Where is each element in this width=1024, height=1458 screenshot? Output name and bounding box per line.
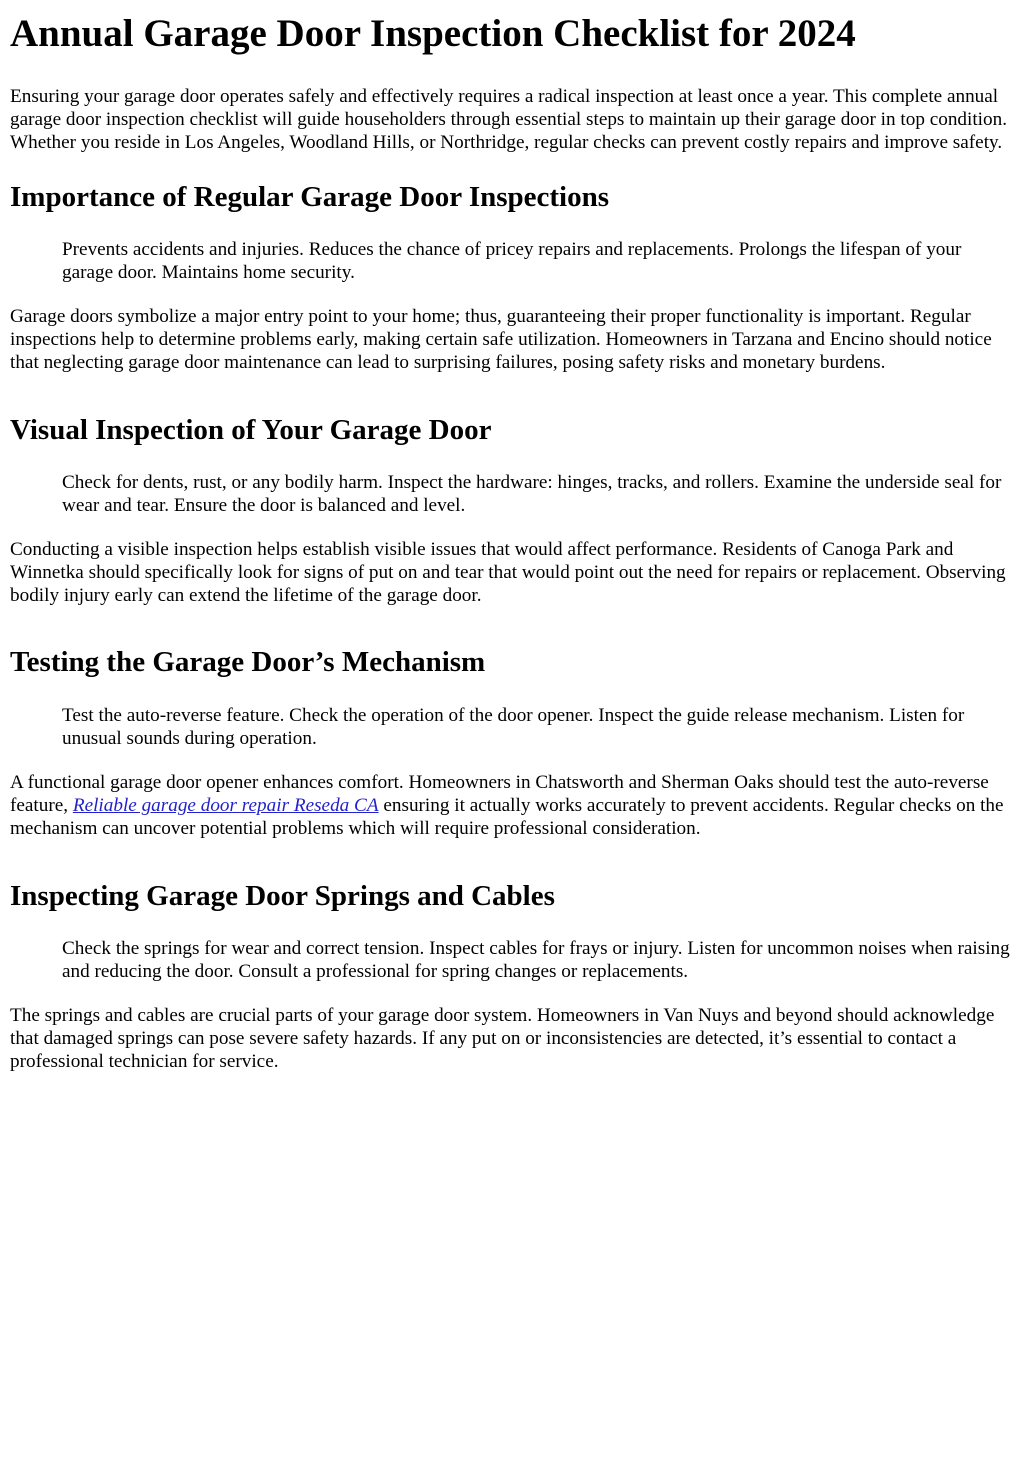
section-list-testing: Test the auto-reverse feature. Check the operation of the door opener. Inspect the guide release mechanism. Listen for unusual sounds during operation. [62,705,965,749]
section-body-testing [10,771,1014,840]
section-body-visual: Conducting a visible inspection helps establish visible issues that would affect performance. Residents of Canoga Park and Winnetka should specifically look for signs of put on and tear that would point out the need for repairs or replacement. Observing bodily injury early can extend the lifetime of the garage door. [10,539,1006,606]
page-title: Annual Garage Door Inspection Checklist for 2024 [10,12,856,55]
section-body-importance: Garage doors symbolize a major entry point to your home; thus, guaranteeing their proper functionality is important. Regular inspections help to determine problems early, making certain safe utilization. Homeowners in Tarzana and Encino should notice that neglecting garage door maintenance can lead to surprising failures, posing safety risks and monetary burdens. [10,306,992,373]
section-list-springs: Check the springs for wear and correct tension. Inspect cables for frays or injury. Listen for uncommon noises when raising and reducing the door. Consult a professional for spring changes or replacements. [62,938,1010,982]
body-text-before-link: A functional garage door opener enhances comfort. Homeowners in Chatsworth and Sherman Oaks should test the auto-reverse feature, [10,772,989,816]
section-heading-testing: Testing the Garage Door’s Mechanism [10,646,486,678]
section-heading-springs: Inspecting Garage Door Springs and Cables [10,880,555,912]
section-body-springs: The springs and cables are crucial parts of your garage door system. Homeowners in Van Nuys and beyond should acknowledge that damaged springs can pose severe safety hazards. If any put on or inconsistencies are detected, it’s essential to contact a professional technician for service. [10,1005,995,1072]
section-heading-visual: Visual Inspection of Your Garage Door [10,414,492,446]
body-text-after-link: ensuring it actually works accurately to prevent accidents. Regular checks on the mechanism can uncover potential problems which will require professional consideration. [10,795,1004,839]
section-heading-importance: Importance of Regular Garage Door Inspections [10,181,610,213]
section-list-visual: Check for dents, rust, or any bodily harm. Inspect the hardware: hinges, tracks, and rollers. Examine the underside seal for wear and tear. Ensure the door is balanced and level. [62,472,1002,516]
section-list-importance: Prevents accidents and injuries. Reduces the chance of pricey repairs and replacements. Prolongs the lifespan of your garage door. Maintains home security. [62,239,962,283]
article [0,12,1024,1073]
intro-paragraph: Ensuring your garage door operates safely and effectively requires a radical inspection at least once a year. This complete annual garage door inspection checklist will guide householders through essential steps to maintain up their garage door in top condition. Whether you reside in Los Angeles, Woodland Hills, or Northridge, regular checks can prevent costly repairs and improve safety. [10,86,1007,153]
reseda-repair-link[interactable]: Reliable garage door repair Reseda CA [72,795,379,816]
